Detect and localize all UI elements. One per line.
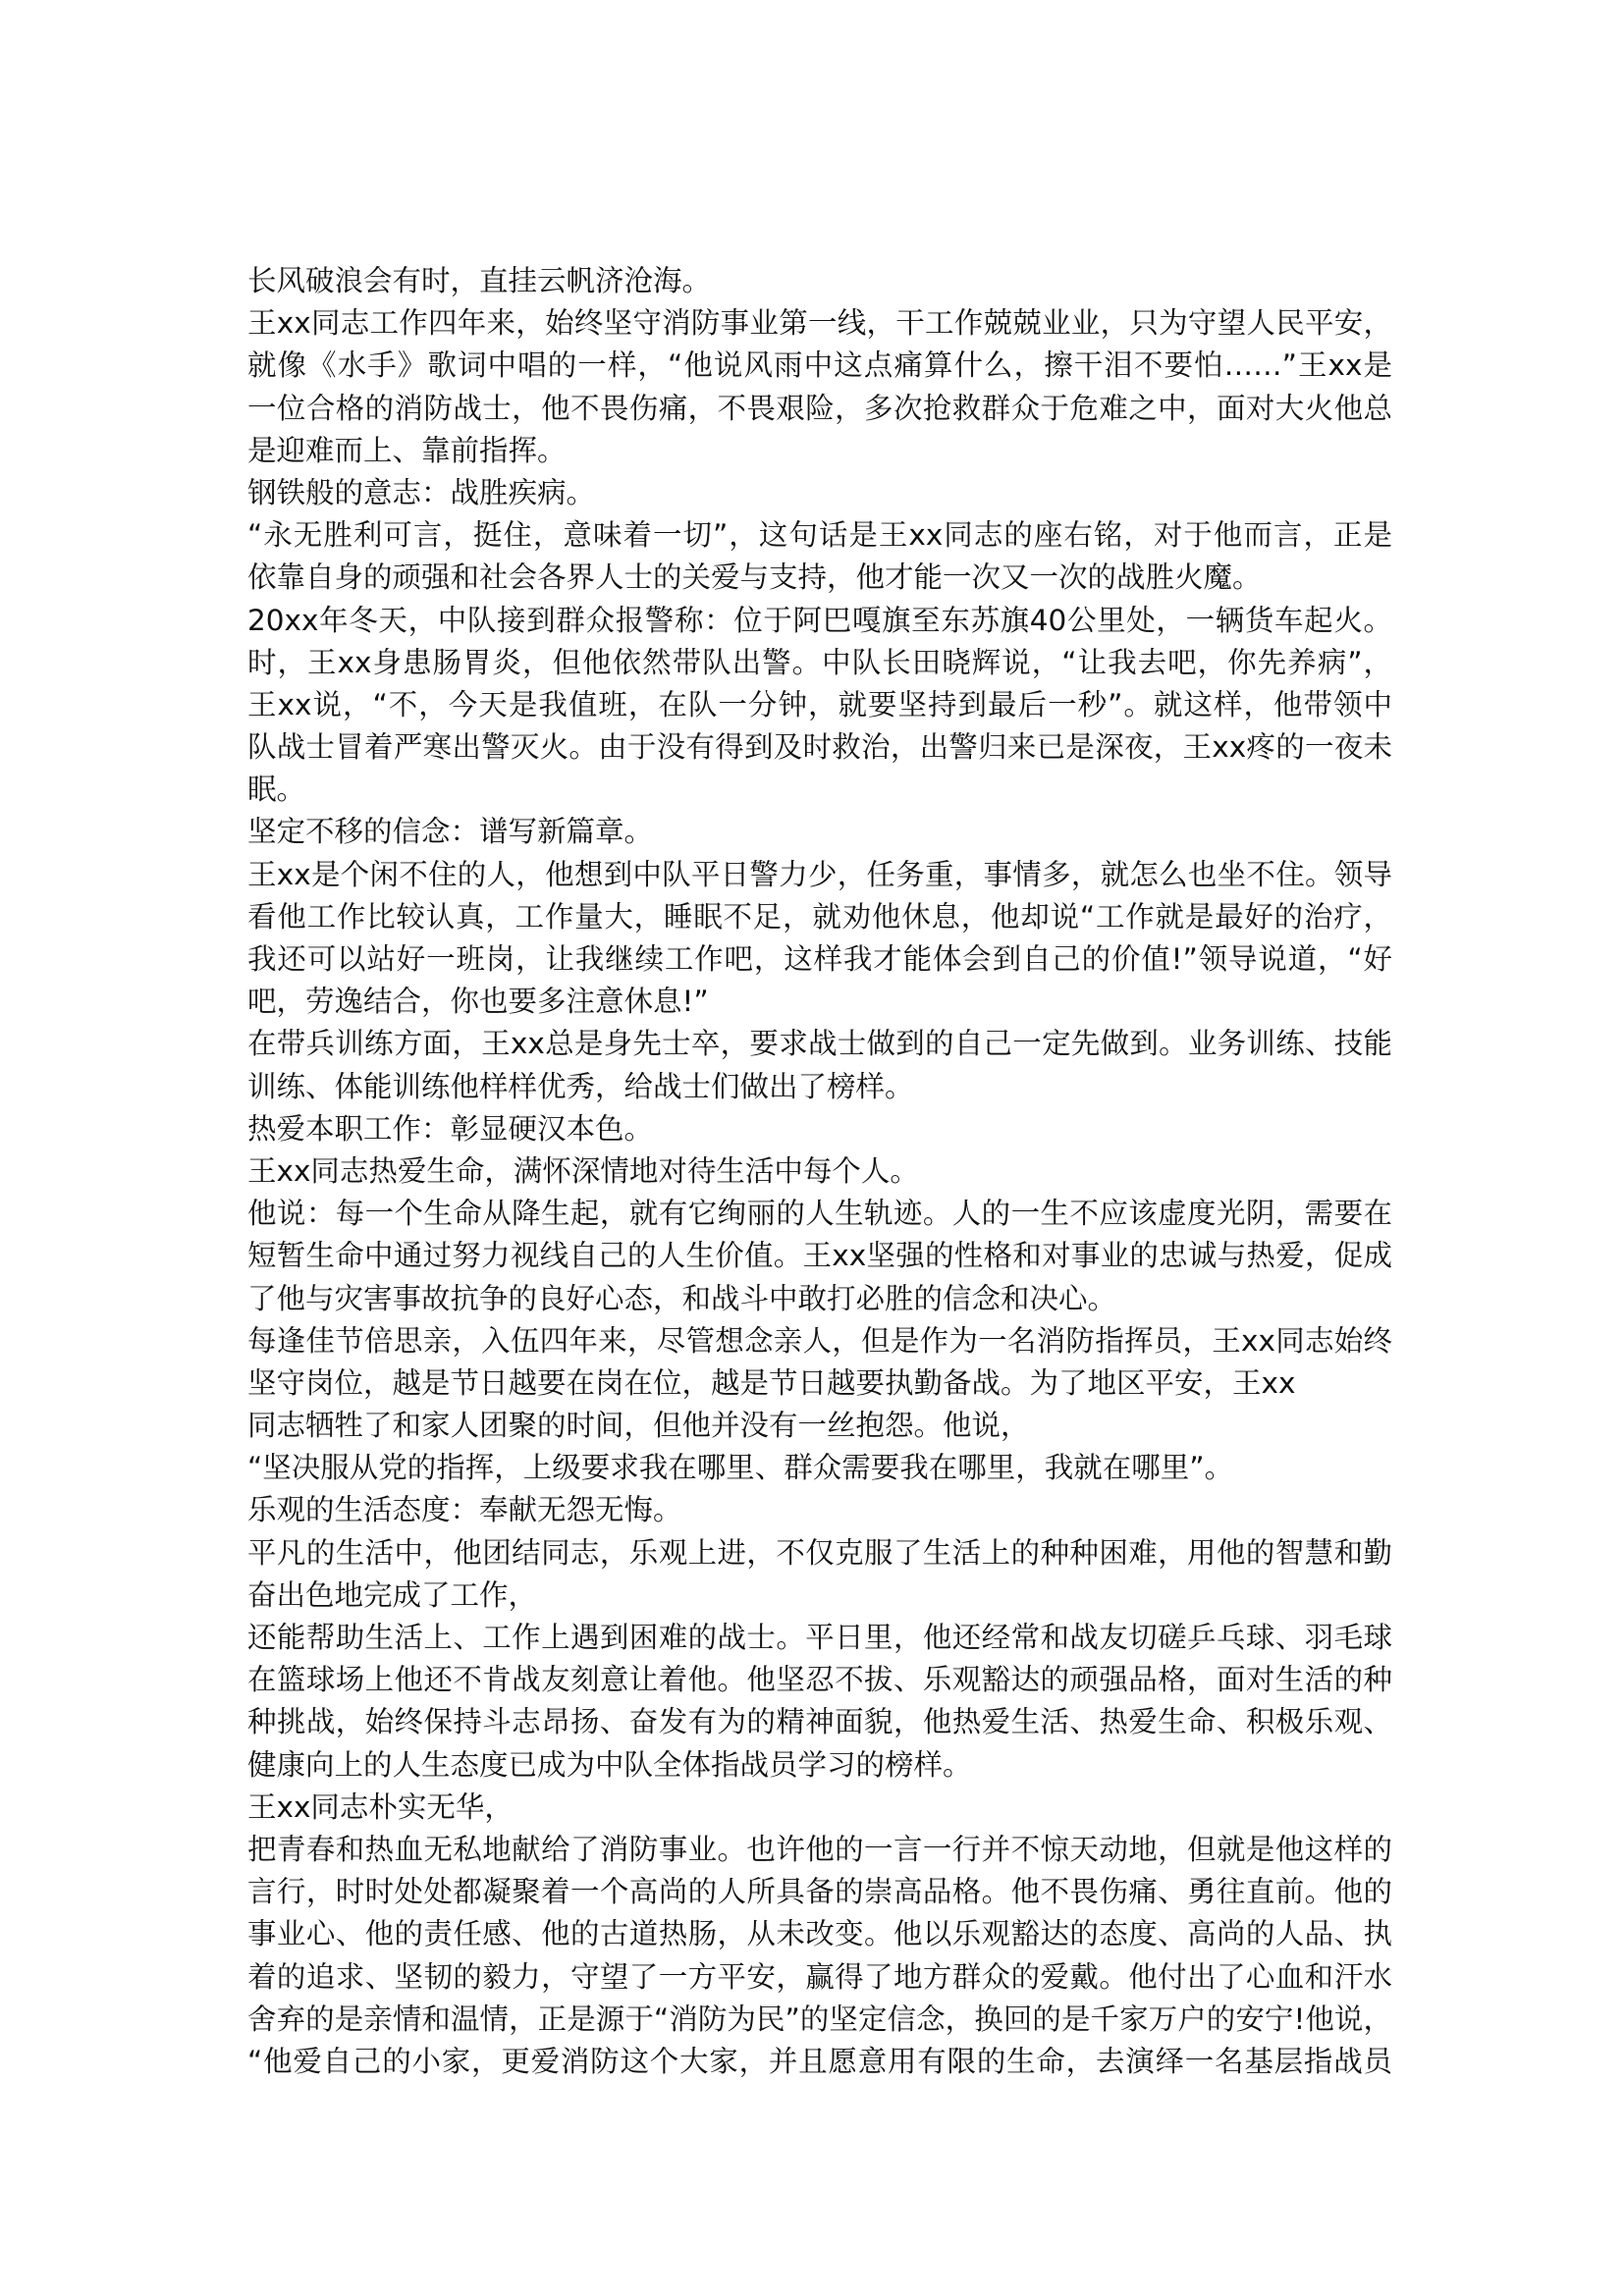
text-line: “坚决服从党的指挥，上级要求我在哪里、群众需要我在哪里，我就在哪里”。 xyxy=(247,1451,1234,1485)
text-line: 王xx是个闲不住的人，他想到中队平日警力少，任务重，事情多，就怎么也坐不住。领导 xyxy=(247,857,1392,891)
text-line: 看他工作比较认真，工作量大，睡眠不足，就劝他休息，他却说“工作就是最好的治疗， xyxy=(247,899,1392,934)
text-line: 了他与灾害事故抗争的良好心态，和战斗中敢打必胜的信念和决心。 xyxy=(247,1281,1117,1315)
text-line: 事业心、他的责任感、他的古道热肠，从未改变。他以乐观豁达的态度、高尚的人品、执 xyxy=(247,1917,1392,1951)
text-line: 着的追求、坚韧的毅力，守望了一方平安，赢得了地方群众的爱戴。他付出了心血和汗水 xyxy=(247,1959,1392,1994)
text-line: 我还可以站好一班岗，让我继续工作吧，这样我才能体会到自己的价值!”领导说道，“好 xyxy=(247,942,1392,976)
text-line: 每逢佳节倍思亲，入伍四年来，尽管想念亲人，但是作为一名消防指挥员，王xx同志始终 xyxy=(247,1323,1392,1358)
text-line: 种挑战，始终保持斗志昂扬、奋发有为的精神面貌，他热爱生活、热爱生命、积极乐观、 xyxy=(247,1705,1392,1739)
text-line: “永无胜利可言，挺住，意味着一切”，这句话是王xx同志的座右铭，对于他而言，正是 xyxy=(247,518,1392,553)
text-line: 在篮球场上他还不肯战友刻意让着他。他坚忍不拔、乐观豁达的顽强品格，面对生活的种 xyxy=(247,1663,1392,1697)
text-line: 钢铁般的意志：战胜疾病。 xyxy=(247,475,596,509)
text-line: 同志牺牲了和家人团聚的时间，但他并没有一丝抱怨。他说， xyxy=(247,1409,1030,1443)
text-line: 热爱本职工作：彰显硬汉本色。 xyxy=(247,1111,654,1146)
text-line: 舍弃的是亲情和温情，正是源于“消防为民”的坚定信念，换回的是千家万户的安宁!他说， xyxy=(247,2002,1392,2036)
text-line: 一位合格的消防战士，他不畏伤痛，不畏艰险，多次抢救群众于危难之中，面对大火他总 xyxy=(247,391,1392,425)
text-line: 健康向上的人生态度已成为中队全体指战员学习的榜样。 xyxy=(247,1747,972,1782)
text-line: 是迎难而上、靠前指挥。 xyxy=(247,433,567,467)
text-line: 他说：每一个生命从降生起，就有它绚丽的人生轨迹。人的一生不应该虚度光阴，需要在 xyxy=(247,1197,1392,1231)
text-line: 眠。 xyxy=(247,773,306,807)
text-line: 训练、体能训练他样样优秀，给战士们做出了榜样。 xyxy=(247,1069,914,1103)
text-line: 王xx同志热爱生命，满怀深情地对待生活中每个人。 xyxy=(247,1153,919,1188)
document-page xyxy=(247,260,1392,2083)
text-line: 坚守岗位，越是节日越要在岗在位，越是节日越要执勤备战。为了地区平安，王xx xyxy=(247,1365,1296,1400)
text-line: 就像《水手》歌词中唱的一样，“他说风雨中这点痛算什么，擦干泪不要怕……”王xx是 xyxy=(247,348,1392,383)
text-line: 队战士冒着严寒出警灭火。由于没有得到及时救治，出警归来已是深夜，王xx疼的一夜未 xyxy=(247,730,1392,765)
text-line: “他爱自己的小家，更爱消防这个大家，并且愿意用有限的生命，去演绎一名基层指战员 xyxy=(247,2044,1392,2078)
text-line: 王xx同志朴实无华， xyxy=(247,1789,514,1824)
text-line: 20xx年冬天，中队接到群众报警称：位于阿巴嘎旗至东苏旗40公里处，一辆货车起火。 xyxy=(247,603,1392,637)
text-line: 言行，时时处处都凝聚着一个高尚的人所具备的崇高品格。他不畏伤痛、勇往直前。他的 xyxy=(247,1875,1392,1909)
text-line: 短暂生命中通过努力视线自己的人生价值。王xx坚强的性格和对事业的忠诚与热爱，促成 xyxy=(247,1239,1392,1273)
text-line: 依靠自身的顽强和社会各界人士的关爱与支持，他才能一次又一次的战胜火魔。 xyxy=(247,561,1262,595)
text-line: 平凡的生活中，他团结同志，乐观上进，不仅克服了生活上的种种困难，用他的智慧和勤 xyxy=(247,1535,1392,1570)
text-line: 坚定不移的信念：谱写新篇章。 xyxy=(247,815,654,849)
text-line: 乐观的生活态度：奉献无怨无悔。 xyxy=(247,1493,682,1527)
text-line: 王xx同志工作四年来，始终坚守消防事业第一线，干工作兢兢业业，只为守望人民平安， xyxy=(247,306,1392,341)
text-line: 还能帮助生活上、工作上遇到困难的战士。平日里，他还经常和战友切磋乒乓球、羽毛球 xyxy=(247,1621,1392,1654)
text-line: 吧，劳逸结合，你也要多注意休息!” xyxy=(247,985,709,1019)
text-line: 在带兵训练方面，王xx总是身先士卒，要求战士做到的自己一定先做到。业务训练、技能 xyxy=(247,1027,1392,1061)
text-line: 时，王xx身患肠胃炎，但他依然带队出警。中队长田晓辉说，“让我去吧，你先养病”， xyxy=(247,645,1392,679)
text-line: 奋出色地完成了工作， xyxy=(247,1577,538,1612)
text-line: 把青春和热血无私地献给了消防事业。也许他的一言一行并不惊天动地，但就是他这样的 xyxy=(247,1832,1392,1866)
text-line: 王xx说，“不，今天是我值班，在队一分钟，就要坚持到最后一秒”。就这样，他带领中 xyxy=(247,687,1392,721)
text-line: 长风破浪会有时，直挂云帆济沧海。 xyxy=(247,264,712,297)
